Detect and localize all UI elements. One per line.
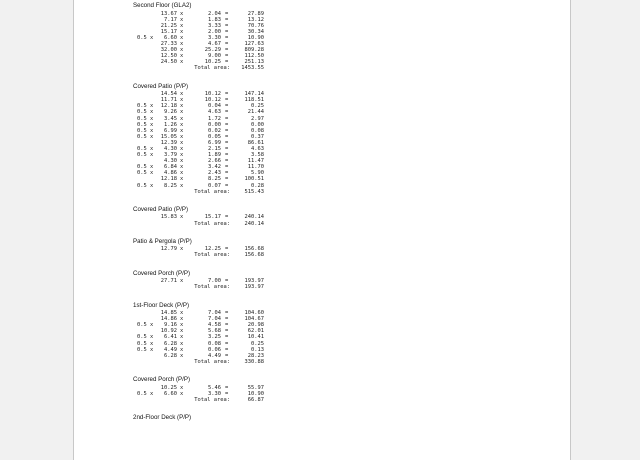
equals-sign: =: [225, 127, 229, 134]
multiply-sign: x: [180, 316, 184, 323]
equals-sign: =: [225, 59, 229, 66]
equals-sign: =: [225, 328, 229, 335]
row-result: 70.76: [247, 22, 264, 29]
equals-sign: =: [225, 390, 229, 397]
multiply-sign: x: [180, 121, 184, 128]
row-result: 20.98: [247, 322, 264, 329]
dimension-a: 6.41: [164, 334, 177, 341]
dimension-b: 5.46: [208, 384, 221, 391]
row-result: 11.70: [247, 164, 264, 171]
row-result: 4.63: [251, 145, 264, 152]
equals-sign: =: [225, 145, 229, 152]
factor: 0.5 x: [137, 152, 154, 159]
row-result: 251.13: [244, 59, 264, 66]
equals-sign: =: [225, 121, 229, 128]
total-area-value: 66.87: [247, 396, 264, 403]
dimension-a: 14.86: [160, 316, 177, 323]
dimension-b: 0.08: [208, 340, 221, 347]
equals-sign: =: [225, 16, 229, 23]
dimension-a: 14.54: [160, 91, 177, 98]
row-result: 86.61: [247, 139, 264, 146]
total-area-value: 330.88: [244, 358, 264, 365]
equals-sign: =: [225, 139, 229, 146]
row-result: 0.28: [251, 182, 264, 189]
dimension-b: 6.99: [208, 139, 221, 146]
factor: 0.5 x: [137, 145, 154, 152]
document-page: [73, 0, 571, 460]
section-title: Covered Patio (P/P): [133, 205, 189, 213]
dimension-a: 4.86: [164, 170, 177, 177]
multiply-sign: x: [180, 390, 184, 397]
multiply-sign: x: [180, 164, 184, 171]
equals-sign: =: [225, 214, 229, 221]
equals-sign: =: [225, 340, 229, 347]
equals-sign: =: [225, 316, 229, 323]
dimension-a: 24.50: [160, 59, 177, 66]
multiply-sign: x: [180, 10, 184, 17]
dimension-b: 4.67: [208, 40, 221, 47]
equals-sign: =: [225, 103, 229, 110]
dimension-a: 6.99: [164, 127, 177, 134]
dimension-a: 9.26: [164, 109, 177, 116]
dimension-b: 0.07: [208, 182, 221, 189]
dimension-b: 2.15: [208, 145, 221, 152]
equals-sign: =: [225, 34, 229, 41]
dimension-a: 3.45: [164, 115, 177, 122]
area-section: [133, 83, 333, 195]
factor: 0.5 x: [137, 103, 154, 110]
row-result: 156.68: [244, 246, 264, 253]
multiply-sign: x: [180, 22, 184, 29]
dimension-a: 4.49: [164, 346, 177, 353]
multiply-sign: x: [180, 59, 184, 66]
row-result: 62.01: [247, 328, 264, 335]
dimension-a: 12.79: [160, 246, 177, 253]
total-area-label: Total area:: [194, 396, 230, 403]
dimension-a: 11.71: [160, 97, 177, 104]
total-area-label: Total area:: [194, 284, 230, 291]
total-area-label: Total area:: [194, 252, 230, 259]
row-result: 27.89: [247, 10, 264, 17]
total-row: [133, 252, 333, 258]
multiply-sign: x: [180, 139, 184, 146]
area-calculations: [133, 2, 333, 433]
area-section: [133, 2, 333, 72]
multiply-sign: x: [180, 47, 184, 54]
section-title: 2nd-Floor Deck (P/P): [133, 414, 192, 422]
row-result: 0.00: [251, 121, 264, 128]
total-area-label: Total area:: [194, 220, 230, 227]
dimension-a: 13.67: [160, 10, 177, 17]
equals-sign: =: [225, 182, 229, 189]
dimension-b: 3.30: [208, 390, 221, 397]
multiply-sign: x: [180, 176, 184, 183]
total-row: [133, 65, 333, 71]
equals-sign: =: [225, 164, 229, 171]
row-result: 809.28: [244, 47, 264, 54]
dimension-b: 4.49: [208, 352, 221, 359]
multiply-sign: x: [180, 158, 184, 165]
dimension-b: 7.04: [208, 316, 221, 323]
equals-sign: =: [225, 40, 229, 47]
total-area-value: 193.97: [244, 284, 264, 291]
section-title: Covered Porch (P/P): [133, 376, 191, 384]
equals-sign: =: [225, 176, 229, 183]
row-result: 104.67: [244, 316, 264, 323]
multiply-sign: x: [180, 53, 184, 60]
multiply-sign: x: [180, 322, 184, 329]
row-result: 147.14: [244, 91, 264, 98]
dimension-a: 27.33: [160, 40, 177, 47]
dimension-a: 9.16: [164, 322, 177, 329]
dimension-a: 12.39: [160, 139, 177, 146]
dimension-b: 7.00: [208, 278, 221, 285]
dimension-b: 4.63: [208, 109, 221, 116]
dimension-a: 12.50: [160, 53, 177, 60]
factor: 0.5 x: [137, 390, 154, 397]
dimension-a: 15.17: [160, 28, 177, 35]
dimension-b: 15.17: [204, 214, 221, 221]
row-result: 112.50: [244, 53, 264, 60]
equals-sign: =: [225, 278, 229, 285]
total-row: [133, 359, 333, 365]
multiply-sign: x: [180, 246, 184, 253]
factor: 0.5 x: [137, 182, 154, 189]
total-area-value: 240.14: [244, 220, 264, 227]
row-result: 118.51: [244, 97, 264, 104]
total-area-label: Total area:: [194, 188, 230, 195]
multiply-sign: x: [180, 214, 184, 221]
factor: 0.5 x: [137, 164, 154, 171]
dimension-a: 6.60: [164, 34, 177, 41]
multiply-sign: x: [180, 182, 184, 189]
row-result: 55.97: [247, 384, 264, 391]
dimension-b: 10.12: [204, 91, 221, 98]
row-result: 0.25: [251, 103, 264, 110]
total-area-value: 1453.55: [241, 65, 264, 72]
equals-sign: =: [225, 28, 229, 35]
dimension-a: 8.25: [164, 182, 177, 189]
area-section: [133, 376, 333, 403]
equals-sign: =: [225, 334, 229, 341]
multiply-sign: x: [180, 34, 184, 41]
row-result: 28.23: [247, 352, 264, 359]
factor: 0.5 x: [137, 34, 154, 41]
total-area-value: 156.68: [244, 252, 264, 259]
row-result: 3.58: [251, 152, 264, 159]
section-title: Covered Porch (P/P): [133, 269, 191, 277]
dimension-a: 6.28: [164, 352, 177, 359]
multiply-sign: x: [180, 16, 184, 23]
total-area-value: 515.43: [244, 188, 264, 195]
factor: 0.5 x: [137, 109, 154, 116]
row-result: 0.08: [251, 127, 264, 134]
dimension-a: 3.79: [164, 152, 177, 159]
factor: 0.5 x: [137, 133, 154, 140]
multiply-sign: x: [180, 133, 184, 140]
dimension-a: 12.18: [160, 103, 177, 110]
equals-sign: =: [225, 97, 229, 104]
dimension-a: 10.25: [160, 384, 177, 391]
multiply-sign: x: [180, 127, 184, 134]
equals-sign: =: [225, 22, 229, 29]
section-title: Patio & Pergola (P/P): [133, 237, 192, 245]
equals-sign: =: [225, 91, 229, 98]
multiply-sign: x: [180, 40, 184, 47]
total-area-label: Total area:: [194, 358, 230, 365]
row-result: 0.25: [251, 340, 264, 347]
multiply-sign: x: [180, 170, 184, 177]
dimension-b: 4.58: [208, 322, 221, 329]
dimension-b: 3.33: [208, 22, 221, 29]
multiply-sign: x: [180, 103, 184, 110]
row-result: 10.90: [247, 34, 264, 41]
dimension-b: 1.89: [208, 152, 221, 159]
equals-sign: =: [225, 158, 229, 165]
dimension-a: 6.60: [164, 390, 177, 397]
area-section: [133, 270, 333, 291]
dimension-a: 4.30: [164, 158, 177, 165]
factor: 0.5 x: [137, 127, 154, 134]
dimension-a: 21.25: [160, 22, 177, 29]
section-title: Covered Patio (P/P): [133, 82, 189, 90]
multiply-sign: x: [180, 334, 184, 341]
equals-sign: =: [225, 246, 229, 253]
dimension-b: 10.25: [204, 59, 221, 66]
dimension-b: 2.66: [208, 158, 221, 165]
factor: 0.5 x: [137, 322, 154, 329]
dimension-b: 3.25: [208, 334, 221, 341]
row-result: 11.47: [247, 158, 264, 165]
multiply-sign: x: [180, 340, 184, 347]
equals-sign: =: [225, 47, 229, 54]
dimension-b: 2.43: [208, 170, 221, 177]
equals-sign: =: [225, 322, 229, 329]
multiply-sign: x: [180, 384, 184, 391]
multiply-sign: x: [180, 91, 184, 98]
factor: 0.5 x: [137, 346, 154, 353]
row-result: 2.97: [251, 115, 264, 122]
area-section: [133, 302, 333, 366]
row-result: 5.90: [251, 170, 264, 177]
equals-sign: =: [225, 384, 229, 391]
dimension-a: 1.26: [164, 121, 177, 128]
equals-sign: =: [225, 170, 229, 177]
dimension-b: 0.05: [208, 133, 221, 140]
area-section: [133, 206, 333, 227]
dimension-b: 0.02: [208, 127, 221, 134]
row-result: 0.37: [251, 133, 264, 140]
equals-sign: =: [225, 352, 229, 359]
dimension-b: 5.68: [208, 328, 221, 335]
factor: 0.5 x: [137, 115, 154, 122]
equals-sign: =: [225, 310, 229, 317]
row-result: 193.97: [244, 278, 264, 285]
dimension-b: 1.72: [208, 115, 221, 122]
row-result: 13.12: [247, 16, 264, 23]
equals-sign: =: [225, 133, 229, 140]
total-row: [133, 189, 333, 195]
row-result: 0.13: [251, 346, 264, 353]
multiply-sign: x: [180, 278, 184, 285]
dimension-b: 12.25: [204, 246, 221, 253]
dimension-b: 2.00: [208, 28, 221, 35]
multiply-sign: x: [180, 152, 184, 159]
equals-sign: =: [225, 346, 229, 353]
dimension-a: 27.71: [160, 278, 177, 285]
dimension-b: 2.04: [208, 10, 221, 17]
total-row: [133, 397, 333, 403]
row-result: 104.60: [244, 310, 264, 317]
total-row: [133, 221, 333, 227]
row-result: 240.14: [244, 214, 264, 221]
dimension-a: 10.92: [160, 328, 177, 335]
row-result: 10.41: [247, 334, 264, 341]
area-section: [133, 414, 333, 422]
dimension-b: 1.83: [208, 16, 221, 23]
dimension-b: 3.30: [208, 34, 221, 41]
dimension-a: 6.84: [164, 164, 177, 171]
dimension-b: 25.29: [204, 47, 221, 54]
factor: 0.5 x: [137, 121, 154, 128]
dimension-a: 32.00: [160, 47, 177, 54]
multiply-sign: x: [180, 352, 184, 359]
dimension-b: 8.25: [208, 176, 221, 183]
dimension-a: 4.30: [164, 145, 177, 152]
equals-sign: =: [225, 53, 229, 60]
multiply-sign: x: [180, 28, 184, 35]
dimension-a: 7.17: [164, 16, 177, 23]
factor: 0.5 x: [137, 170, 154, 177]
multiply-sign: x: [180, 145, 184, 152]
row-result: 21.44: [247, 109, 264, 116]
equals-sign: =: [225, 10, 229, 17]
dimension-b: 0.06: [208, 346, 221, 353]
dimension-a: 12.18: [160, 176, 177, 183]
dimension-b: 0.00: [208, 121, 221, 128]
equals-sign: =: [225, 115, 229, 122]
dimension-a: 15.83: [160, 214, 177, 221]
factor: 0.5 x: [137, 340, 154, 347]
dimension-a: 15.05: [160, 133, 177, 140]
row-result: 127.63: [244, 40, 264, 47]
section-title: Second Floor (GLA2): [133, 2, 192, 9]
total-row: [133, 284, 333, 290]
row-result: 30.34: [247, 28, 264, 35]
dimension-a: 14.85: [160, 310, 177, 317]
multiply-sign: x: [180, 109, 184, 116]
multiply-sign: x: [180, 115, 184, 122]
equals-sign: =: [225, 152, 229, 159]
total-area-label: Total area:: [194, 65, 230, 72]
section-title: 1st-Floor Deck (P/P): [133, 301, 190, 309]
dimension-b: 10.12: [204, 97, 221, 104]
multiply-sign: x: [180, 310, 184, 317]
equals-sign: =: [225, 109, 229, 116]
row-result: 100.51: [244, 176, 264, 183]
dimension-b: 3.42: [208, 164, 221, 171]
dimension-a: 6.28: [164, 340, 177, 347]
row-result: 10.90: [247, 390, 264, 397]
dimension-b: 0.04: [208, 103, 221, 110]
multiply-sign: x: [180, 328, 184, 335]
factor: 0.5 x: [137, 334, 154, 341]
area-section: [133, 238, 333, 259]
dimension-b: 9.00: [208, 53, 221, 60]
multiply-sign: x: [180, 97, 184, 104]
dimension-b: 7.04: [208, 310, 221, 317]
multiply-sign: x: [180, 346, 184, 353]
